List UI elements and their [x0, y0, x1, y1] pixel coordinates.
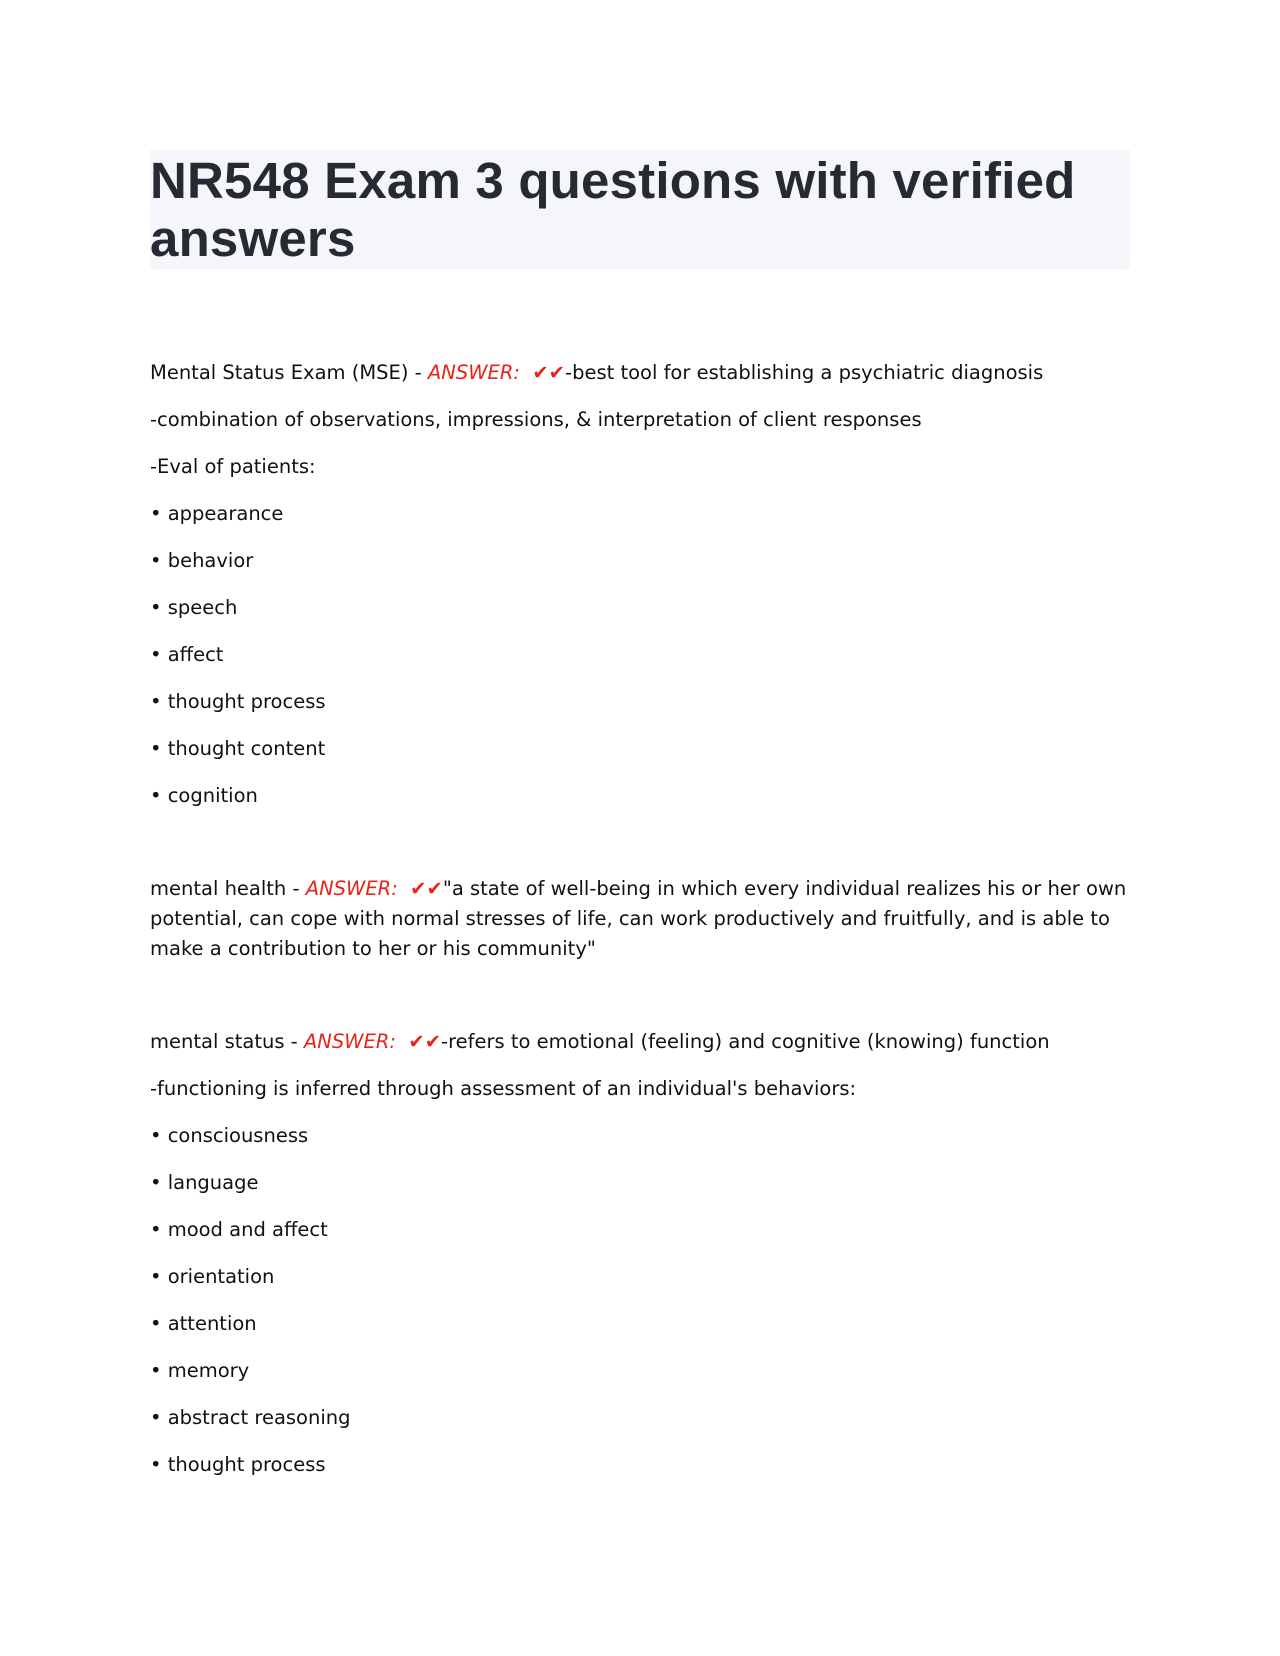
list-item: • cognition	[150, 784, 258, 807]
list-item: • orientation	[150, 1265, 275, 1288]
spacer	[150, 828, 1130, 874]
list-item: • language	[150, 1171, 259, 1194]
spacer	[150, 270, 1130, 358]
answer-text: "a state of well-being in which every individual realizes his or her own potential, can cope with normal stresses of life, can work productively and fruitfully, and is able to make a contribution to her or his community"	[150, 877, 1127, 960]
qa-question-line	[150, 874, 1130, 964]
list-item: • thought process	[150, 690, 326, 713]
question-term: Mental Status Exam (MSE) -	[150, 361, 428, 384]
list-item: • appearance	[150, 502, 284, 525]
list-item: • thought process	[150, 1453, 326, 1476]
answer-label: ANSWER:	[305, 877, 398, 900]
spacer	[150, 981, 1130, 1027]
answer-line: -combination of observations, impressions, & interpretation of client responses	[150, 408, 922, 431]
list-item: • thought content	[150, 737, 326, 760]
answer-label: ANSWER:	[427, 361, 520, 384]
list-item: • affect	[150, 643, 224, 666]
list-item: • memory	[150, 1359, 250, 1382]
qa-section	[150, 358, 1130, 1480]
document-page	[150, 150, 1130, 1497]
checkmark-icon: ✔✔	[532, 361, 566, 384]
answer-text: -refers to emotional (feeling) and cognitive (knowing) function	[441, 1030, 1050, 1053]
list-item: • speech	[150, 596, 238, 619]
list-item: • attention	[150, 1312, 257, 1335]
qa-question-line	[150, 1027, 1130, 1057]
checkmark-icon: ✔✔	[408, 1030, 442, 1053]
title-box	[150, 150, 1130, 270]
answer-label: ANSWER:	[303, 1030, 396, 1053]
qa-question-line	[150, 358, 1130, 388]
list-item: • abstract reasoning	[150, 1406, 351, 1429]
question-term: mental health -	[150, 877, 306, 900]
list-item: • behavior	[150, 549, 254, 572]
list-item: • mood and affect	[150, 1218, 328, 1241]
qa-block-mse	[150, 358, 1130, 811]
qa-block-mental-status	[150, 1027, 1130, 1480]
document-title: NR548 Exam 3 questions with verified answers	[150, 152, 1076, 267]
answer-line: -Eval of patients:	[150, 455, 316, 478]
answer-text: -best tool for establishing a psychiatric diagnosis	[565, 361, 1044, 384]
answer-line: -functioning is inferred through assessment of an individual's behaviors:	[150, 1077, 857, 1100]
question-term: mental status -	[150, 1030, 304, 1053]
checkmark-icon: ✔✔	[410, 877, 443, 900]
qa-block-mental-health	[150, 874, 1130, 964]
list-item: • consciousness	[150, 1124, 309, 1147]
